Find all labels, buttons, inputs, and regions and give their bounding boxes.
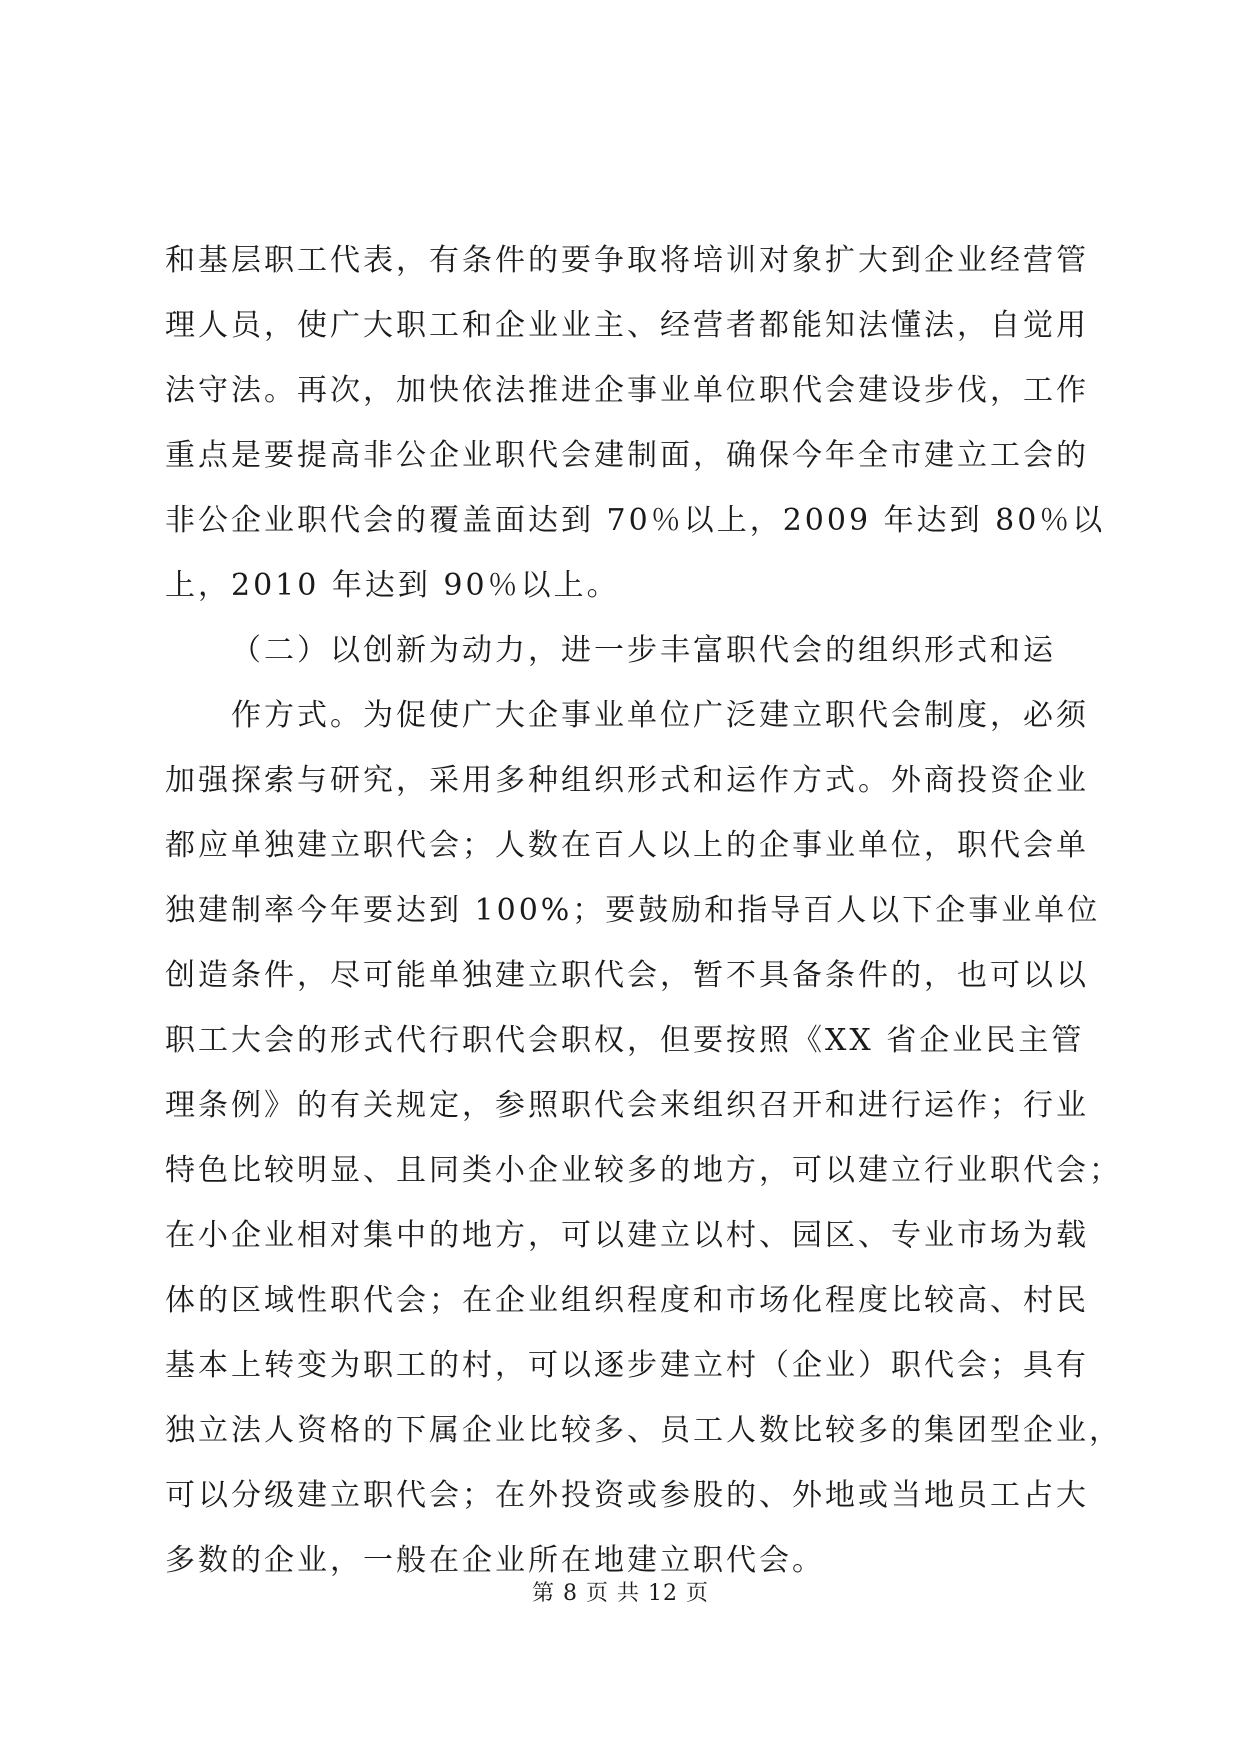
text-line: 独立法人资格的下属企业比较多、员工人数比较多的集团型企业， [165, 1413, 1122, 1448]
text-line: 都应单独建立职代会；人数在百人以上的企事业单位，职代会单 [165, 828, 1089, 863]
text-line: 创造条件，尽可能单独建立职代会，暂不具备条件的，也可以以 [165, 958, 1089, 993]
text-line: 独建制率今年要达到 100%；要鼓励和指导百人以下企事业单位 [165, 893, 1101, 928]
text-line: 上，2010 年达到 90％以上。 [165, 568, 620, 603]
body-text [165, 228, 1122, 1593]
text-line: 基本上转变为职工的村，可以逐步建立村（企业）职代会；具有 [165, 1348, 1089, 1383]
text-line: 法守法。再次，加快依法推进企事业单位职代会建设步伐，工作 [165, 373, 1089, 408]
text-line: 加强探索与研究，采用多种组织形式和运作方式。外商投资企业 [165, 763, 1089, 798]
text-line: 非公企业职代会的覆盖面达到 70％以上，2009 年达到 80％以 [165, 503, 1106, 538]
section-heading: （二）以创新为动力，进一步丰富职代会的组织形式和运 [231, 633, 1056, 668]
text-line: 多数的企业，一般在企业所在地建立职代会。 [165, 1543, 825, 1578]
text-line: 在小企业相对集中的地方，可以建立以村、园区、专业市场为载 [165, 1218, 1089, 1253]
text-line: 理条例》的有关规定，参照职代会来组织召开和进行运作；行业 [165, 1088, 1089, 1123]
text-line: 和基层职工代表，有条件的要争取将培训对象扩大到企业经营管 [165, 243, 1089, 278]
text-line: 可以分级建立职代会；在外投资或参股的、外地或当地员工占大 [165, 1478, 1089, 1513]
text-line: 职工大会的形式代行职代会职权，但要按照《XX 省企业民主管 [165, 1023, 1085, 1058]
text-line: 理人员，使广大职工和企业业主、经营者都能知法懂法，自觉用 [165, 308, 1089, 343]
text-line: 重点是要提高非公企业职代会建制面，确保今年全市建立工会的 [165, 438, 1089, 473]
page-number-footer: 第 8 页 共 12 页 [532, 1581, 709, 1606]
text-line: 体的区域性职代会；在企业组织程度和市场化程度比较高、村民 [165, 1283, 1089, 1318]
text-line: 作方式。为促使广大企事业单位广泛建立职代会制度，必须 [231, 698, 1089, 733]
text-line: 特色比较明显、且同类小企业较多的地方，可以建立行业职代会； [165, 1153, 1122, 1188]
